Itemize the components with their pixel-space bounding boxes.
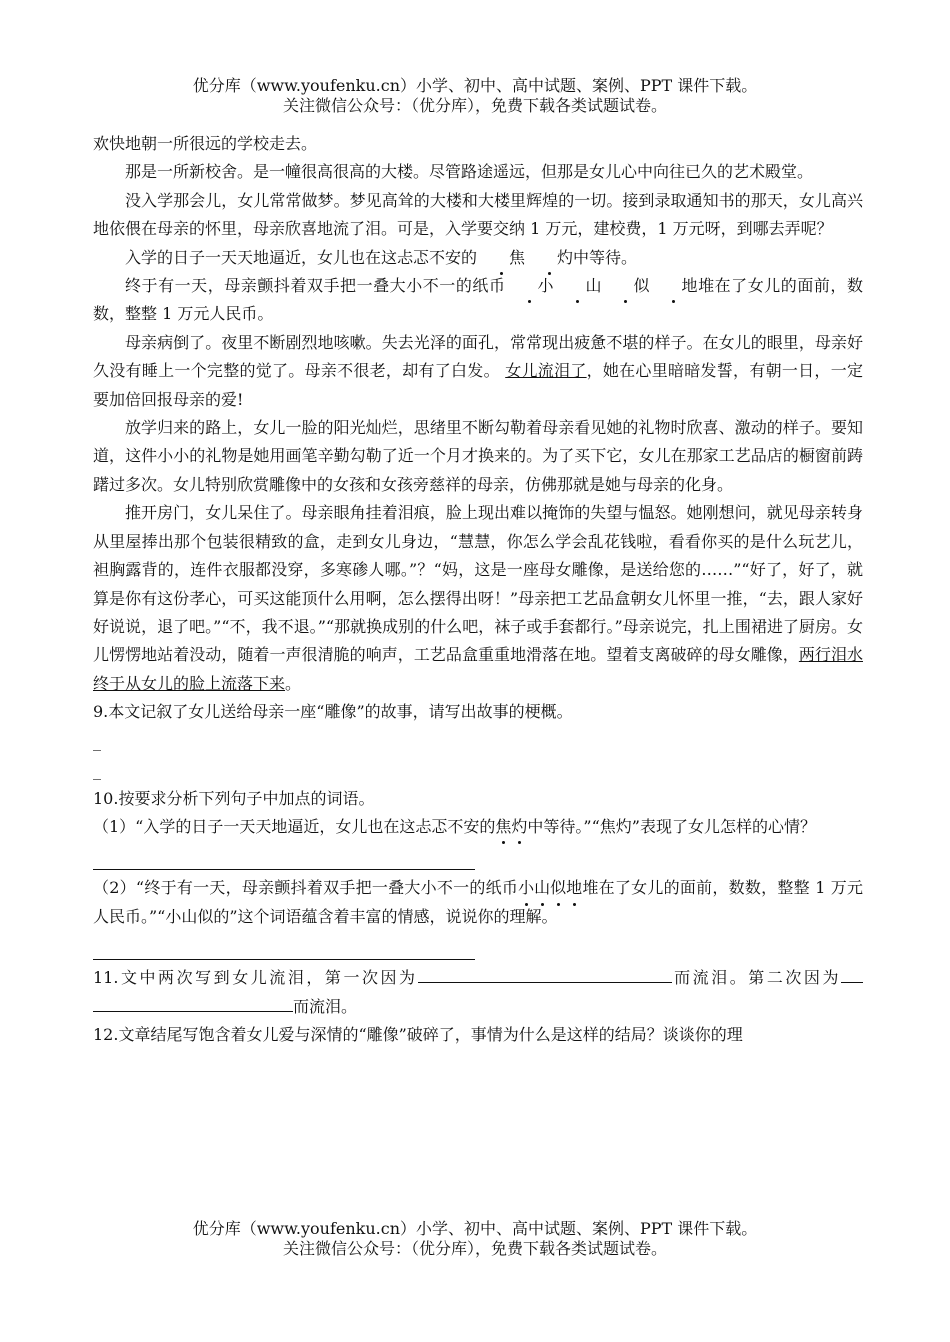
text-run: 中等待。”“焦灼”表现了女儿怎样的心情？ (527, 816, 816, 836)
story-paragraph-0: 欢快地朝一所很远的学校走去。 (93, 134, 318, 153)
text-run: （2）“终于有一天，母亲颤抖着双手把一叠大小不一的纸币 (93, 878, 519, 898)
text-run: ，她在心里暗暗发誓，有朝一日，一定要加倍回报母亲的爱! (93, 361, 863, 409)
text-run: 11.文中两次写到女儿流泪，第一次因为 (93, 968, 418, 988)
story-paragraph-1: 那是一所新校舍。是一幢很高很高的大楼。尽管路途遥远，但那是女儿心中向往已久的艺术殿堂。 (125, 162, 814, 182)
text-run: 推开房门，女儿呆住了。母亲眼角挂着泪痕，脸上现出难以掩饰的失望与愠怒。她刚想问，就见母亲转身从里屋捧出那个包装很精致的盒，走到女儿身边，“慧慧，你怎么学会乱花钱啦，看看你买的是什么玩艺儿，袒胸露背的，连件衣服都没穿，多寒碜人哪。”？“妈，这是一座母女雕像，是送给您的……”“好了，好了，就算是你有这份孝心，可买这能顶什么用啊，怎么摆得出呀！”母亲把工艺品盒朝女儿怀里一推，“去，跟人家好好说说，退了吧。”“不，我不退。”“那就换成别的什么吧，袜子或手套都行。”母亲说完，扎上围裙进了厨房。女儿愣愣地站着没动，随着一声很清脆的响声，工艺品盒重重地滑落在地。望着支离破碎的母女雕像， (93, 503, 863, 665)
dotted-char: 地 (650, 272, 698, 300)
story-paragraph-5 (93, 329, 863, 414)
page-footer (0, 1219, 950, 1259)
story-paragraph-7 (93, 499, 863, 698)
footer-line-2: 关注微信公众号：（优分库），免费下载各类试题试卷。 (282, 1239, 667, 1258)
footer-line-1: 优分库（www.youfenku.cn）小学、初中、高中试题、案例、PPT 课件下载。 (192, 1219, 758, 1238)
header-line-2: 关注微信公众号：（优分库），免费下载各类试题试卷。 (282, 96, 667, 115)
dotted-char: 似 (550, 874, 566, 902)
answer-mark-1[interactable]: _ (93, 731, 101, 751)
dotted-char: 焦 (477, 244, 525, 272)
underlined-sentence: 女儿流泪了 (505, 361, 587, 381)
answer-mark-2[interactable]: _ (93, 760, 101, 780)
text-run: 堆在了女儿的面前，数数，整整 1 万元人民币。”“小山似的”这个词语蕴含着丰富的情感，说说你的理解。 (93, 878, 863, 926)
text-run: 母亲病倒了。夜里不断剧烈地咳嗽。失去光泽的面孔，常常现出疲惫不堪的样子。在女儿的眼里，母亲好久没有睡上一个完整的觉了。母亲不很老，却有了白发。 (93, 332, 863, 381)
text-run: 堆在了女儿的面前，数数，整整 1 万元人民币。 (93, 276, 863, 324)
dotted-char: 山 (534, 874, 550, 902)
question-10-2 (93, 874, 863, 931)
answer-line-10-1[interactable] (93, 841, 475, 870)
text-run: 。 (285, 673, 302, 693)
story-paragraph-3 (93, 244, 863, 272)
text-run: （1）“入学的日子一天天地逼近，女儿也在这忐忑不安的 (93, 816, 496, 836)
text-run: 而流泪。 (293, 996, 358, 1016)
dotted-char: 小 (505, 272, 553, 300)
dotted-char: 灼 (525, 244, 573, 272)
answer-blank-11-2a[interactable] (841, 964, 863, 983)
text-run: 入学的日子一天天地逼近，女儿也在这忐忑不安的 (125, 247, 478, 267)
dotted-char: 似 (602, 272, 650, 300)
dotted-char: 山 (554, 272, 602, 300)
answer-blank-11-2b[interactable] (93, 993, 293, 1012)
story-paragraph-2: 没入学那会儿，女儿常常做梦。梦见高耸的大楼和大楼里辉煌的一切。接到录取通知书的那天，女儿高兴地依偎在母亲的怀里，母亲欣喜地流了泪。可是，入学要交纳 1 万元，建校费，1 万元呀，到哪去弄呢？ (93, 190, 863, 239)
page-header (0, 76, 950, 116)
document-body (93, 130, 863, 1049)
question-11 (93, 964, 863, 1021)
dotted-char: 灼 (511, 813, 527, 841)
dotted-char: 地 (566, 874, 582, 902)
question-12: 12.文章结尾写饱含着女儿爱与深情的“雕像”破碎了，事情为什么是这样的结局？谈谈你的理 (93, 1024, 743, 1044)
text-run: 终于有一天，母亲颤抖着双手把一叠大小不一的纸币 (125, 276, 506, 296)
answer-blank-11-1[interactable] (418, 964, 672, 983)
dotted-char: 小 (518, 874, 534, 902)
story-paragraph-4 (93, 272, 863, 329)
underlined-sentence: 两行泪水终于从女儿的脸上流落下来 (93, 645, 863, 693)
story-paragraph-6: 放学归来的路上，女儿一脸的阳光灿烂，思绪里不断勾勒着母亲看见她的礼物时欣喜、激动的样子。要知道，这件小小的礼物是她用画笔辛勤勾勒了近一个月才换来的。为了买下它，女儿在那家工艺品店的橱窗前踌躇过多次。女儿特别欣赏雕像中的女孩和女孩旁慈祥的母亲，仿佛那就是她与母亲的化身。 (93, 418, 863, 494)
question-10: 10.按要求分析下列句子中加点的词语。 (93, 788, 375, 808)
header-line-1: 优分库（www.youfenku.cn）小学、初中、高中试题、案例、PPT 课件下载。 (192, 76, 758, 95)
question-10-1 (93, 813, 863, 841)
question-9: 9.本文记叙了女儿送给母亲一座“雕像”的故事，请写出故事的梗概。 (93, 702, 573, 722)
answer-line-10-2[interactable] (93, 931, 475, 960)
dotted-char: 焦 (495, 813, 511, 841)
text-run: 中等待。 (573, 247, 638, 267)
text-run: 而流泪。第二次因为 (671, 968, 841, 988)
